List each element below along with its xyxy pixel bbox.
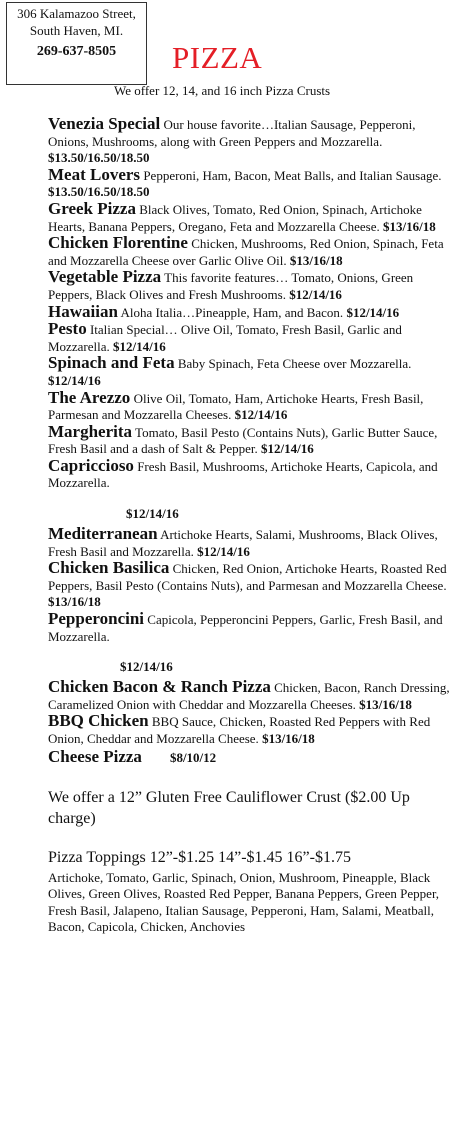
menu-item bbox=[48, 611, 450, 645]
toppings-list: Artichoke, Tomato, Garlic, Spinach, Onion, Mushroom, Pineapple, Black Olives, Green Olives, Roasted Red Pepper, Banana Peppers, Green Pepper, Fresh Basil, Jalapeno, Italian Sausage, Pepperoni, Ham, Salami, Meatball, Bacon, Capicola, Chicken, Anchovies bbox=[48, 869, 440, 935]
pizza-list-more bbox=[48, 526, 450, 645]
item-name: Hawaiian bbox=[48, 301, 118, 321]
item-name: Pesto bbox=[48, 319, 87, 339]
menu-item bbox=[48, 198, 450, 235]
item-name: BBQ Chicken bbox=[48, 711, 149, 731]
item-name: Chicken Basilica bbox=[48, 558, 170, 578]
menu-item bbox=[48, 235, 450, 269]
crust-sizes-note: We offer 12, 14, and 16 inch Pizza Crusts bbox=[114, 83, 331, 98]
item-description: Pepperoni, Ham, Bacon, Meat Balls, and Italian Sausage. bbox=[140, 167, 442, 183]
gluten-free-note: We offer a 12” Gluten Free Cauliflower Crust ($2.00 Up charge) bbox=[48, 788, 410, 827]
item-description: Artichoke Hearts, Salami, Mushrooms, Black Olives, Fresh Basil and Mozzarella. bbox=[48, 527, 438, 559]
item-name: The Arezzo bbox=[48, 387, 131, 407]
capriccioso-price: $12/14/16 bbox=[126, 506, 179, 522]
item-name: Greek Pizza bbox=[48, 198, 136, 218]
item-description: BBQ Sauce, Chicken, Roasted Red Peppers with Red Onion, Cheddar and Mozzarella Cheese. bbox=[48, 714, 431, 746]
item-price: $13/16/18 bbox=[48, 594, 101, 610]
item-price: $12/14/16 bbox=[289, 286, 342, 302]
item-price: $12/14/16 bbox=[112, 338, 166, 354]
item-description: Chicken, Bacon, Ranch Dressing, Caramelized Onion with Cheddar and Mozzarella Cheeses. bbox=[48, 680, 450, 712]
pizza-list-specialty bbox=[48, 116, 450, 492]
item-name: Vegetable Pizza bbox=[48, 267, 162, 287]
item-price: $12/14/16 bbox=[261, 441, 314, 457]
menu-item bbox=[48, 679, 450, 713]
item-price: $13/16/18 bbox=[382, 218, 436, 234]
address-line-2: South Haven, MI. bbox=[29, 23, 124, 38]
item-description: Capicola, Pepperoncini Peppers, Garlic, Fresh Basil, and Mozzarella. bbox=[48, 612, 443, 644]
menu-item bbox=[48, 421, 450, 458]
item-description: Tomato, Basil Pesto (Contains Nuts), Garlic Butter Sauce, Fresh Basil and a dash of Salt & Pepper. bbox=[48, 424, 438, 457]
item-name: Venezia Special bbox=[48, 114, 161, 133]
menu-item bbox=[48, 713, 450, 747]
phone-number: 269-637-8505 bbox=[36, 44, 117, 59]
item-name: Chicken Florentine bbox=[48, 233, 188, 253]
menu-item bbox=[48, 116, 450, 167]
menu-item bbox=[48, 269, 450, 303]
item-price: $12/14/16 bbox=[197, 543, 250, 559]
menu-item bbox=[48, 355, 450, 389]
pizza-list-chicken bbox=[48, 679, 450, 747]
item-price: $13/16/18 bbox=[289, 252, 343, 268]
item-description: Baby Spinach, Feta Cheese over Mozzarella. bbox=[174, 356, 412, 372]
item-price: $13.50/16.50/18.50 bbox=[48, 184, 150, 200]
item-name: Capriccioso bbox=[48, 455, 134, 475]
pizza-menu bbox=[48, 116, 450, 936]
item-name: Mediterranean bbox=[48, 524, 158, 544]
item-description: Italian Special… Olive Oil, Tomato, Fresh Basil, Garlic and Mozzarella. bbox=[48, 322, 402, 354]
menu-item bbox=[48, 164, 450, 201]
item-description: Chicken, Red Onion, Artichoke Hearts, Roasted Red Peppers, Basil Pesto (Contains Nuts), and Parmesan and Mozzarella Cheese. bbox=[48, 561, 447, 593]
item-description: This favorite features… Tomato, Onions, Green Peppers, Black Olives and Fresh Mushrooms. bbox=[48, 270, 414, 302]
item-name: Cheese Pizza bbox=[48, 746, 142, 766]
item-price: $13/16/18 bbox=[262, 731, 315, 746]
item-description: Black Olives, Tomato, Red Onion, Spinach, Artichoke Hearts, Banana Peppers, Oregano, Feta and Mozzarella Cheese. bbox=[48, 201, 422, 234]
toppings-heading: Pizza Toppings 12”-$1.25 14”-$1.45 16”-$1.75 bbox=[48, 848, 351, 866]
menu-item bbox=[48, 748, 450, 767]
item-price: $13/16/18 bbox=[359, 696, 412, 712]
item-name: Margherita bbox=[48, 421, 133, 441]
item-description: Chicken, Mushrooms, Red Onion, Spinach, Feta and Mozzarella Cheese over Garlic Olive Oil. bbox=[48, 236, 444, 268]
item-price: $8/10/12 bbox=[169, 749, 217, 765]
item-name: Chicken Bacon & Ranch Pizza bbox=[48, 677, 271, 697]
item-price: $12/14/16 bbox=[234, 407, 288, 423]
menu-item bbox=[48, 387, 450, 424]
menu-item bbox=[48, 301, 450, 322]
item-name: Meat Lovers bbox=[48, 164, 141, 184]
item-description: Our house favorite…Italian Sausage, Pepperoni, Onions, Mushrooms, along with Green Peppers and Mozzarella. bbox=[48, 117, 416, 149]
item-price: $12/14/16 bbox=[48, 372, 101, 388]
menu-item bbox=[48, 526, 450, 560]
menu-item bbox=[48, 560, 450, 611]
item-price: $13.50/16.50/18.50 bbox=[48, 150, 150, 166]
item-name: Pepperoncini bbox=[48, 609, 145, 629]
item-price: $12/14/16 bbox=[346, 304, 400, 320]
menu-item bbox=[48, 321, 450, 355]
menu-title: PIZZA bbox=[172, 40, 263, 75]
item-description: Aloha Italia…Pineapple, Ham, and Bacon. bbox=[117, 304, 347, 320]
item-name: Spinach and Feta bbox=[48, 353, 175, 373]
address-line-1: 306 Kalamazoo Street, bbox=[17, 6, 136, 21]
pepperoncini-price: $12/14/16 bbox=[120, 659, 173, 675]
item-description: Olive Oil, Tomato, Ham, Artichoke Hearts, Fresh Basil, Parmesan and Mozzarella Cheeses. bbox=[48, 390, 424, 423]
address-box bbox=[6, 2, 147, 85]
menu-item bbox=[48, 455, 450, 492]
item-description: Fresh Basil, Mushrooms, Artichoke Hearts, Capicola, and Mozzarella. bbox=[48, 458, 438, 491]
